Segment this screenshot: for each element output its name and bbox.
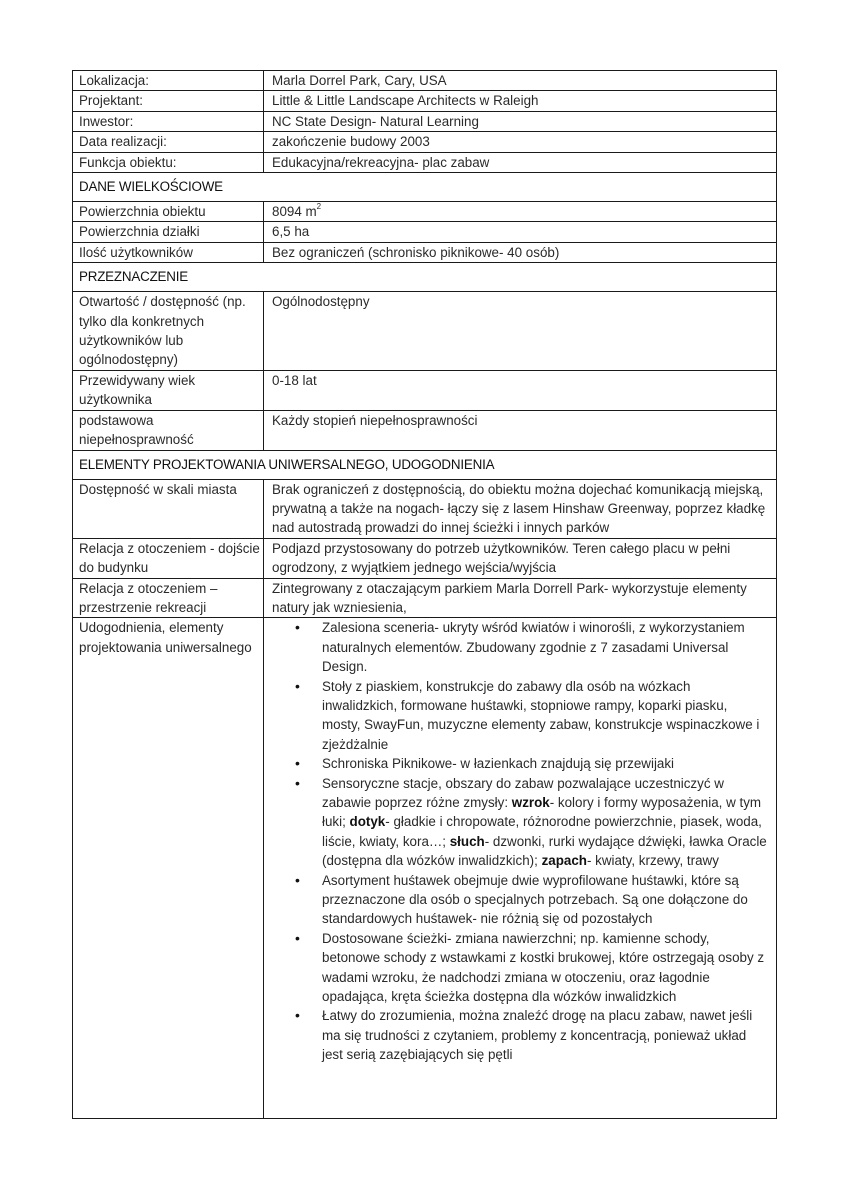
- sense-smell: zapach: [541, 853, 587, 869]
- area-value: 8094 m: [272, 204, 317, 220]
- table-row-object-area: [73, 202, 777, 222]
- section-header-size: [73, 173, 777, 202]
- sense-touch-text: - gładkie i chropowate, różnorodne powierzchnie, piasek, woda, liście, kwiaty, kora…;: [322, 814, 762, 849]
- row-value: Każdy stopień niepełnosprawności: [264, 410, 777, 450]
- row-label: podstawowa niepełnosprawność: [73, 410, 264, 450]
- section-header-purpose: [73, 263, 777, 292]
- sense-hearing: słuch: [449, 833, 485, 849]
- section-title: PRZEZNACZENIE: [73, 263, 777, 292]
- table-row-openness: [73, 292, 777, 371]
- row-value: Marla Dorrel Park, Cary, USA: [264, 71, 777, 91]
- row-label: Relacja z otoczeniem – przestrzenie rekreacji: [73, 578, 264, 618]
- row-label: Data realizacji:: [73, 132, 264, 152]
- section-header-universal-design: [73, 450, 777, 479]
- list-item: • Stoły z piaskiem, konstrukcje do zabawy dla osób na wózkach inwalidzkich, formowane huśtawki, stopniowe rampy, koparki piasku, mosty, SwayFun, muzyczne elementy zabaw, konstrukcje wspinaczkowe i zjeżdżalnie: [322, 677, 768, 755]
- row-value: 6,5 ha: [264, 222, 777, 242]
- row-value: Brak ograniczeń z dostępnością, do obiektu można dojechać komunikacją miejską, prywatną a także na nogach- łączy się z lasem Hinshaw Greenway, poprzez kładkę nad autostradą prowadzi do innej ścieżki i innych parków: [264, 479, 777, 538]
- row-label: Ilość użytkowników: [73, 242, 264, 262]
- list-item-sensory: [322, 774, 768, 871]
- amenities-list: [272, 618, 776, 1064]
- row-value: NC State Design- Natural Learning: [264, 111, 777, 131]
- list-item: • Schroniska Piknikowe- w łazienkach znajdują się przewijaki: [322, 754, 768, 773]
- table-row-completion-date: [73, 132, 777, 152]
- row-value: Little & Little Landscape Architects w Raleigh: [264, 91, 777, 111]
- sense-touch: dotyk: [349, 814, 386, 830]
- project-info-table: [72, 70, 777, 1119]
- row-value: Podjazd przystosowany do potrzeb użytkowników. Teren całego placu w pełni ogrodzony, z wyjątkiem jednego wejścia/wyjścia: [264, 538, 777, 578]
- table-row-function: [73, 152, 777, 172]
- table-row-recreation-relation: [73, 578, 777, 618]
- row-value: Edukacyjna/rekreacyjna- plac zabaw: [264, 152, 777, 172]
- sense-smell-text: - kwiaty, krzewy, trawy: [586, 853, 719, 869]
- row-label: Relacja z otoczeniem - dojście do budynku: [73, 538, 264, 578]
- row-value: 0-18 lat: [264, 370, 777, 410]
- row-label: Inwestor:: [73, 111, 264, 131]
- table-row-designer: [73, 91, 777, 111]
- list-item: • Zalesiona sceneria- ukryty wśród kwiatów i winorośli, z wykorzystaniem naturalnych elementów. Zbudowany zgodnie z 7 zasadami Universal Design.: [322, 618, 768, 676]
- table-row-city-accessibility: [73, 479, 777, 538]
- section-title: DANE WIELKOŚCIOWE: [73, 173, 777, 202]
- sense-hearing-text: - dzwonki, rurki wydające dźwięki, ławka Oracle (dostępna dla wózków inwalidzkich);: [322, 833, 767, 869]
- row-value: Zintegrowany z otaczającym parkiem Marla Dorrell Park- wykorzystuje elementy natury jak wzniesienia,: [264, 578, 777, 618]
- table-row-location: [73, 71, 777, 91]
- table-row-amenities: [73, 618, 777, 1119]
- row-value: [264, 202, 777, 222]
- list-item: • Dostosowane ścieżki- zmiana nawierzchni; np. kamienne schody, betonowe schody z wstawkami z kostki brukowej, które ostrzegają osoby z wadami wzroku, że nadchodzi zmiana w otoczeniu, oraz łagodnie opadająca, kręta ścieżka dostępna dla wózków inwalidzkich: [322, 929, 768, 1007]
- row-label: Powierzchnia obiektu: [73, 202, 264, 222]
- row-label: Dostępność w skali miasta: [73, 479, 264, 538]
- row-value: zakończenie budowy 2003: [264, 132, 777, 152]
- row-label: Lokalizacja:: [73, 71, 264, 91]
- table-row-user-count: [73, 242, 777, 262]
- list-item: • Asortyment huśtawek obejmuje dwie wyprofilowane huśtawki, które są przeznaczone dla osób o specjalnych potrzebach. Są one dołączone do standardowych huśtawek- nie różnią się od pozostałych: [322, 871, 768, 929]
- row-label: Powierzchnia działki: [73, 222, 264, 242]
- row-label: Projektant:: [73, 91, 264, 111]
- document-page: [72, 70, 777, 1119]
- row-value: [264, 618, 777, 1119]
- table-row-plot-area: [73, 222, 777, 242]
- row-label: Przewidywany wiek użytkownika: [73, 370, 264, 410]
- row-label: Udogodnienia, elementy projektowania uniwersalnego: [73, 618, 264, 1119]
- row-label: Otwartość / dostępność (np. tylko dla konkretnych użytkowników lub ogólnodostępny): [73, 292, 264, 371]
- row-value: Ogólnodostępny: [264, 292, 777, 371]
- row-value: Bez ograniczeń (schronisko piknikowe- 40 osób): [264, 242, 777, 262]
- table-row-investor: [73, 111, 777, 131]
- table-row-disability: [73, 410, 777, 450]
- sense-sight: wzrok: [511, 795, 550, 810]
- area-unit-exponent: 2: [316, 201, 322, 211]
- table-row-building-approach: [73, 538, 777, 578]
- sensory-intro: Sensoryczne stacje, obszary do zabaw pozwalające uczestniczyć w zabawie poprzez różne zmysły:: [322, 775, 724, 810]
- table-row-user-age: [73, 370, 777, 410]
- row-label: Funkcja obiektu:: [73, 152, 264, 172]
- list-item: • Łatwy do zrozumienia, można znaleźć drogę na placu zabaw, nawet jeśli ma się trudności z czytaniem, problemy z koncentracją, ponieważ układ jest serią zazębiających się pętli: [322, 1006, 768, 1064]
- section-title: ELEMENTY PROJEKTOWANIA UNIWERSALNEGO, UDOGODNIENIA: [73, 450, 777, 479]
- sense-sight-text: - kolory i formy wyposażenia, w tym łuki;: [322, 795, 762, 830]
